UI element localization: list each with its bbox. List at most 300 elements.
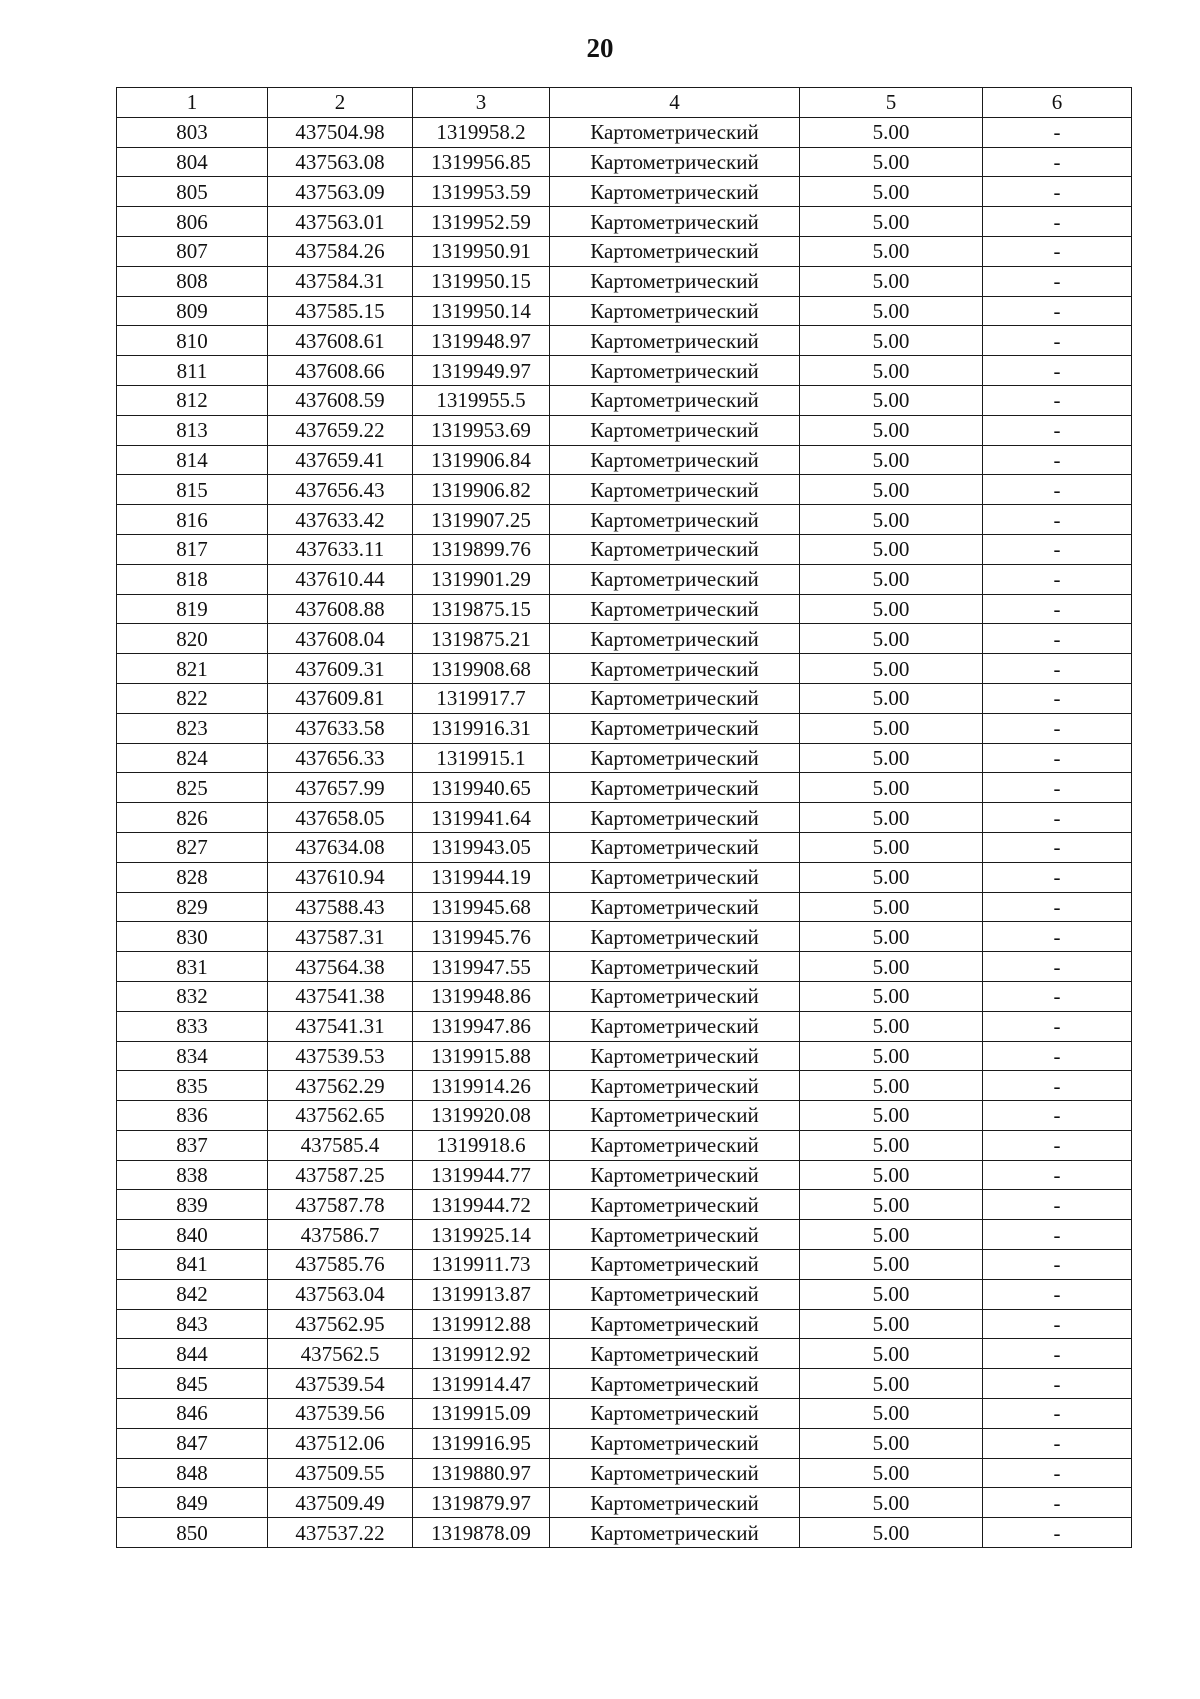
x-coordinate-cell: 437563.04 [268,1279,413,1309]
method-cell: Картометрический [550,236,800,266]
note-cell: - [983,445,1132,475]
page-number: 20 [586,33,614,63]
y-coordinate-cell: 1319947.55 [413,952,550,982]
table-row [117,117,1132,147]
accuracy-cell: 5.00 [800,326,983,356]
method-cell: Картометрический [550,534,800,564]
note-cell: - [983,326,1132,356]
point-number-cell: 835 [117,1071,268,1101]
x-coordinate-cell: 437537.22 [268,1518,413,1548]
table-row [117,654,1132,684]
method-cell: Картометрический [550,1458,800,1488]
point-number-cell: 831 [117,952,268,982]
method-cell: Картометрический [550,177,800,207]
accuracy-cell: 5.00 [800,1309,983,1339]
accuracy-cell: 5.00 [800,1041,983,1071]
x-coordinate-cell: 437562.5 [268,1339,413,1369]
point-number-cell: 803 [117,117,268,147]
method-cell: Картометрический [550,296,800,326]
accuracy-cell: 5.00 [800,1130,983,1160]
point-number-cell: 822 [117,683,268,713]
table-row [117,952,1132,982]
accuracy-cell: 5.00 [800,445,983,475]
note-cell: - [983,1399,1132,1429]
y-coordinate-cell: 1319950.15 [413,266,550,296]
x-coordinate-cell: 437539.53 [268,1041,413,1071]
note-cell: - [983,1250,1132,1280]
y-coordinate-cell: 1319948.86 [413,981,550,1011]
accuracy-cell: 5.00 [800,1428,983,1458]
note-cell: - [983,1458,1132,1488]
x-coordinate-cell: 437657.99 [268,773,413,803]
table-row [117,1309,1132,1339]
method-cell: Картометрический [550,207,800,237]
note-cell: - [983,415,1132,445]
x-coordinate-cell: 437584.31 [268,266,413,296]
point-number-cell: 806 [117,207,268,237]
point-number-cell: 812 [117,385,268,415]
note-cell: - [983,683,1132,713]
accuracy-cell: 5.00 [800,1190,983,1220]
table-row [117,1130,1132,1160]
method-cell: Картометрический [550,1220,800,1250]
note-cell: - [983,654,1132,684]
point-number-cell: 813 [117,415,268,445]
table-row [117,862,1132,892]
note-cell: - [983,713,1132,743]
x-coordinate-cell: 437608.61 [268,326,413,356]
method-cell: Картометрический [550,147,800,177]
accuracy-cell: 5.00 [800,1160,983,1190]
x-coordinate-cell: 437610.44 [268,564,413,594]
point-number-cell: 830 [117,922,268,952]
point-number-cell: 817 [117,534,268,564]
accuracy-cell: 5.00 [800,415,983,445]
table-row [117,922,1132,952]
note-cell: - [983,1101,1132,1131]
accuracy-cell: 5.00 [800,534,983,564]
point-number-cell: 820 [117,624,268,654]
table-body [117,117,1132,1547]
y-coordinate-cell: 1319916.95 [413,1428,550,1458]
accuracy-cell: 5.00 [800,475,983,505]
table-row [117,445,1132,475]
y-coordinate-cell: 1319953.69 [413,415,550,445]
note-cell: - [983,773,1132,803]
column-header: 3 [413,88,550,118]
y-coordinate-cell: 1319908.68 [413,654,550,684]
x-coordinate-cell: 437608.59 [268,385,413,415]
table-row [117,326,1132,356]
note-cell: - [983,1488,1132,1518]
note-cell: - [983,1041,1132,1071]
point-number-cell: 837 [117,1130,268,1160]
method-cell: Картометрический [550,683,800,713]
method-cell: Картометрический [550,505,800,535]
accuracy-cell: 5.00 [800,1458,983,1488]
table-row [117,1101,1132,1131]
x-coordinate-cell: 437609.31 [268,654,413,684]
point-number-cell: 832 [117,981,268,1011]
y-coordinate-cell: 1319901.29 [413,564,550,594]
accuracy-cell: 5.00 [800,1518,983,1548]
method-cell: Картометрический [550,1101,800,1131]
method-cell: Картометрический [550,981,800,1011]
x-coordinate-cell: 437586.7 [268,1220,413,1250]
x-coordinate-cell: 437585.15 [268,296,413,326]
point-number-cell: 818 [117,564,268,594]
x-coordinate-cell: 437509.55 [268,1458,413,1488]
x-coordinate-cell: 437541.38 [268,981,413,1011]
table-row [117,1041,1132,1071]
method-cell: Картометрический [550,1041,800,1071]
point-number-cell: 833 [117,1011,268,1041]
x-coordinate-cell: 437509.49 [268,1488,413,1518]
y-coordinate-cell: 1319943.05 [413,832,550,862]
note-cell: - [983,1071,1132,1101]
accuracy-cell: 5.00 [800,1339,983,1369]
note-cell: - [983,832,1132,862]
point-number-cell: 805 [117,177,268,207]
accuracy-cell: 5.00 [800,773,983,803]
accuracy-cell: 5.00 [800,683,983,713]
point-number-cell: 823 [117,713,268,743]
x-coordinate-cell: 437562.95 [268,1309,413,1339]
y-coordinate-cell: 1319911.73 [413,1250,550,1280]
point-number-cell: 840 [117,1220,268,1250]
x-coordinate-cell: 437609.81 [268,683,413,713]
accuracy-cell: 5.00 [800,654,983,684]
note-cell: - [983,1369,1132,1399]
note-cell: - [983,207,1132,237]
point-number-cell: 846 [117,1399,268,1429]
y-coordinate-cell: 1319918.6 [413,1130,550,1160]
table-row [117,415,1132,445]
point-number-cell: 825 [117,773,268,803]
table-row [117,1458,1132,1488]
y-coordinate-cell: 1319940.65 [413,773,550,803]
x-coordinate-cell: 437610.94 [268,862,413,892]
method-cell: Картометрический [550,1488,800,1518]
y-coordinate-cell: 1319914.47 [413,1369,550,1399]
table-row [117,1011,1132,1041]
note-cell: - [983,981,1132,1011]
note-cell: - [983,534,1132,564]
note-cell: - [983,743,1132,773]
x-coordinate-cell: 437563.08 [268,147,413,177]
accuracy-cell: 5.00 [800,1011,983,1041]
accuracy-cell: 5.00 [800,803,983,833]
method-cell: Картометрический [550,713,800,743]
method-cell: Картометрический [550,564,800,594]
table-row [117,594,1132,624]
point-number-cell: 807 [117,236,268,266]
table-row [117,832,1132,862]
note-cell: - [983,564,1132,594]
accuracy-cell: 5.00 [800,624,983,654]
x-coordinate-cell: 437658.05 [268,803,413,833]
table-row [117,534,1132,564]
accuracy-cell: 5.00 [800,981,983,1011]
y-coordinate-cell: 1319907.25 [413,505,550,535]
point-number-cell: 819 [117,594,268,624]
accuracy-cell: 5.00 [800,564,983,594]
note-cell: - [983,266,1132,296]
y-coordinate-cell: 1319925.14 [413,1220,550,1250]
note-cell: - [983,922,1132,952]
method-cell: Картометрический [550,803,800,833]
y-coordinate-cell: 1319950.14 [413,296,550,326]
x-coordinate-cell: 437588.43 [268,892,413,922]
table-row [117,773,1132,803]
method-cell: Картометрический [550,832,800,862]
y-coordinate-cell: 1319945.68 [413,892,550,922]
point-number-cell: 824 [117,743,268,773]
accuracy-cell: 5.00 [800,713,983,743]
y-coordinate-cell: 1319914.26 [413,1071,550,1101]
table-row [117,296,1132,326]
table-row [117,1250,1132,1280]
method-cell: Картометрический [550,862,800,892]
accuracy-cell: 5.00 [800,1250,983,1280]
method-cell: Картометрический [550,385,800,415]
x-coordinate-cell: 437512.06 [268,1428,413,1458]
table-row [117,564,1132,594]
table-row [117,236,1132,266]
method-cell: Картометрический [550,1309,800,1339]
method-cell: Картометрический [550,1369,800,1399]
x-coordinate-cell: 437659.41 [268,445,413,475]
y-coordinate-cell: 1319912.88 [413,1309,550,1339]
accuracy-cell: 5.00 [800,1369,983,1399]
method-cell: Картометрический [550,1250,800,1280]
column-header: 1 [117,88,268,118]
note-cell: - [983,1279,1132,1309]
point-number-cell: 834 [117,1041,268,1071]
accuracy-cell: 5.00 [800,922,983,952]
y-coordinate-cell: 1319878.09 [413,1518,550,1548]
method-cell: Картометрический [550,1130,800,1160]
accuracy-cell: 5.00 [800,385,983,415]
method-cell: Картометрический [550,475,800,505]
point-number-cell: 844 [117,1339,268,1369]
accuracy-cell: 5.00 [800,356,983,386]
note-cell: - [983,475,1132,505]
table-row [117,1488,1132,1518]
table-row [117,1220,1132,1250]
x-coordinate-cell: 437656.33 [268,743,413,773]
y-coordinate-cell: 1319955.5 [413,385,550,415]
x-coordinate-cell: 437587.25 [268,1160,413,1190]
y-coordinate-cell: 1319916.31 [413,713,550,743]
point-number-cell: 839 [117,1190,268,1220]
note-cell: - [983,803,1132,833]
method-cell: Картометрический [550,594,800,624]
column-header: 5 [800,88,983,118]
x-coordinate-cell: 437504.98 [268,117,413,147]
table-row [117,266,1132,296]
table-row [117,1190,1132,1220]
x-coordinate-cell: 437585.4 [268,1130,413,1160]
note-cell: - [983,356,1132,386]
point-number-cell: 815 [117,475,268,505]
table-row [117,1279,1132,1309]
point-number-cell: 810 [117,326,268,356]
note-cell: - [983,1518,1132,1548]
point-number-cell: 842 [117,1279,268,1309]
point-number-cell: 827 [117,832,268,862]
method-cell: Картометрический [550,952,800,982]
x-coordinate-cell: 437541.31 [268,1011,413,1041]
table-row [117,505,1132,535]
x-coordinate-cell: 437656.43 [268,475,413,505]
note-cell: - [983,236,1132,266]
table-row [117,1339,1132,1369]
point-number-cell: 826 [117,803,268,833]
accuracy-cell: 5.00 [800,147,983,177]
y-coordinate-cell: 1319956.85 [413,147,550,177]
accuracy-cell: 5.00 [800,1488,983,1518]
point-number-cell: 848 [117,1458,268,1488]
note-cell: - [983,1339,1132,1369]
table-header-row [117,88,1132,118]
x-coordinate-cell: 437608.88 [268,594,413,624]
y-coordinate-cell: 1319944.19 [413,862,550,892]
point-number-cell: 838 [117,1160,268,1190]
table-row [117,892,1132,922]
table-row [117,1071,1132,1101]
note-cell: - [983,1428,1132,1458]
method-cell: Картометрический [550,445,800,475]
table-row [117,1399,1132,1429]
accuracy-cell: 5.00 [800,832,983,862]
note-cell: - [983,1130,1132,1160]
accuracy-cell: 5.00 [800,594,983,624]
x-coordinate-cell: 437539.56 [268,1399,413,1429]
method-cell: Картометрический [550,743,800,773]
x-coordinate-cell: 437633.58 [268,713,413,743]
y-coordinate-cell: 1319945.76 [413,922,550,952]
accuracy-cell: 5.00 [800,1220,983,1250]
method-cell: Картометрический [550,266,800,296]
table-row [117,207,1132,237]
method-cell: Картометрический [550,1071,800,1101]
accuracy-cell: 5.00 [800,1071,983,1101]
y-coordinate-cell: 1319949.97 [413,356,550,386]
y-coordinate-cell: 1319944.77 [413,1160,550,1190]
note-cell: - [983,952,1132,982]
accuracy-cell: 5.00 [800,266,983,296]
accuracy-cell: 5.00 [800,743,983,773]
accuracy-cell: 5.00 [800,207,983,237]
method-cell: Картометрический [550,326,800,356]
x-coordinate-cell: 437608.66 [268,356,413,386]
y-coordinate-cell: 1319947.86 [413,1011,550,1041]
column-header: 4 [550,88,800,118]
column-header: 2 [268,88,413,118]
method-cell: Картометрический [550,1518,800,1548]
y-coordinate-cell: 1319875.15 [413,594,550,624]
method-cell: Картометрический [550,1428,800,1458]
table-row [117,177,1132,207]
method-cell: Картометрический [550,415,800,445]
x-coordinate-cell: 437659.22 [268,415,413,445]
method-cell: Картометрический [550,773,800,803]
y-coordinate-cell: 1319906.82 [413,475,550,505]
y-coordinate-cell: 1319953.59 [413,177,550,207]
point-number-cell: 841 [117,1250,268,1280]
accuracy-cell: 5.00 [800,952,983,982]
table-row [117,803,1132,833]
x-coordinate-cell: 437563.01 [268,207,413,237]
y-coordinate-cell: 1319906.84 [413,445,550,475]
y-coordinate-cell: 1319879.97 [413,1488,550,1518]
table-row [117,1369,1132,1399]
table-row [117,1428,1132,1458]
accuracy-cell: 5.00 [800,117,983,147]
accuracy-cell: 5.00 [800,1101,983,1131]
point-number-cell: 809 [117,296,268,326]
point-number-cell: 804 [117,147,268,177]
coordinates-table [116,87,1132,1548]
y-coordinate-cell: 1319950.91 [413,236,550,266]
point-number-cell: 816 [117,505,268,535]
note-cell: - [983,892,1132,922]
y-coordinate-cell: 1319915.09 [413,1399,550,1429]
note-cell: - [983,385,1132,415]
x-coordinate-cell: 437563.09 [268,177,413,207]
y-coordinate-cell: 1319880.97 [413,1458,550,1488]
table-row [117,624,1132,654]
y-coordinate-cell: 1319915.1 [413,743,550,773]
column-header: 6 [983,88,1132,118]
method-cell: Картометрический [550,1160,800,1190]
point-number-cell: 821 [117,654,268,684]
accuracy-cell: 5.00 [800,505,983,535]
note-cell: - [983,1190,1132,1220]
point-number-cell: 843 [117,1309,268,1339]
note-cell: - [983,624,1132,654]
method-cell: Картометрический [550,117,800,147]
x-coordinate-cell: 437562.65 [268,1101,413,1131]
point-number-cell: 828 [117,862,268,892]
x-coordinate-cell: 437634.08 [268,832,413,862]
point-number-cell: 845 [117,1369,268,1399]
point-number-cell: 829 [117,892,268,922]
note-cell: - [983,1220,1132,1250]
x-coordinate-cell: 437564.38 [268,952,413,982]
table-row [117,385,1132,415]
x-coordinate-cell: 437584.26 [268,236,413,266]
note-cell: - [983,505,1132,535]
method-cell: Картометрический [550,1399,800,1429]
method-cell: Картометрический [550,1011,800,1041]
method-cell: Картометрический [550,922,800,952]
y-coordinate-cell: 1319915.88 [413,1041,550,1071]
y-coordinate-cell: 1319948.97 [413,326,550,356]
note-cell: - [983,1011,1132,1041]
note-cell: - [983,177,1132,207]
table-row [117,356,1132,386]
x-coordinate-cell: 437587.31 [268,922,413,952]
note-cell: - [983,1160,1132,1190]
method-cell: Картометрический [550,1190,800,1220]
table-row [117,1160,1132,1190]
accuracy-cell: 5.00 [800,296,983,326]
y-coordinate-cell: 1319944.72 [413,1190,550,1220]
x-coordinate-cell: 437608.04 [268,624,413,654]
accuracy-cell: 5.00 [800,862,983,892]
